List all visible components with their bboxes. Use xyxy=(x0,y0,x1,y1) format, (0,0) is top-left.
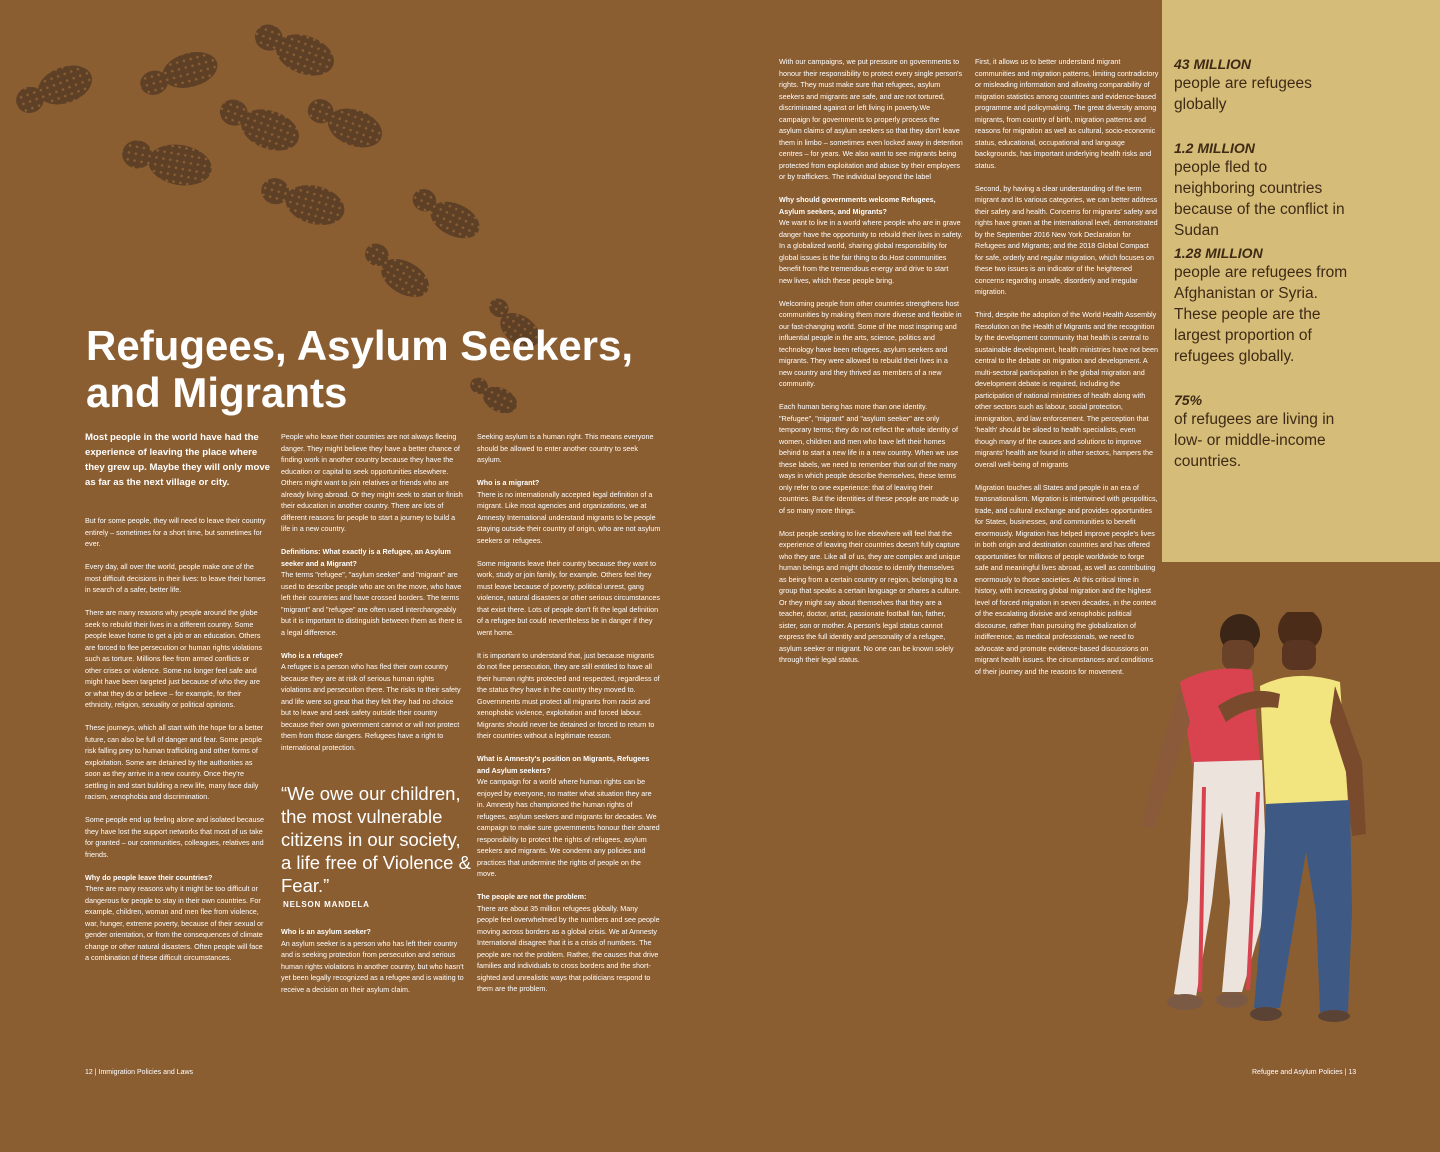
stat-text: people are refugees from Afghanistan or Syria. These people are the largest proportion of refugees globally. xyxy=(1174,264,1348,365)
paragraph: Second, by having a clear understanding of the term migrant and its various categories, we can better address their safety and health. Concerns for migrants' safety and rights have grown at the international level, demonstrated by the September 2016 New York Declaration for Refugees and Migrants; and the 2018 Global Compact for safe, orderly and regular migration, which focuses on these two issues is an indicator of the heightened concerns regarding unsafe, disorderly and irregular migration. xyxy=(975,183,1158,296)
stat-block xyxy=(1174,391,1349,472)
stat-text: people are refugees globally xyxy=(1174,75,1312,113)
subheading: Who is a refugee? xyxy=(281,650,343,660)
paragraph: We campaign for a world where human rights can be enjoyed by everyone, no matter what situation they are in. Amnesty has championed the human rights of refugees, asylum seekers and migrants for decades. We campaign to make sure governments honour their shared responsibility to protect the rights of refugees, asylum seekers and migrants. We condemn any policies and practices that undermine the rights of people on the move. xyxy=(477,777,660,878)
stat-value: 75% xyxy=(1174,392,1203,408)
paragraph: Welcoming people from other countries strengthens host communities by making them more diverse and flexible in our fast-changing world. Some of the most inspiring and influential people in the arts, science, politics and technology have been refugees, asylum seekers and migrants. They were allowed to rebuild their lives in a new country and they thrived as members of a new community. xyxy=(779,298,962,388)
quote-author: NELSON MANDELA xyxy=(283,900,370,909)
paragraph: The terms "refugee", "asylum seeker" and "migrant" are used to describe people who are on the move, who have left their countries and have crossed borders. The terms "migrant" and "refugee" are often used interchangeably but it is important to distinguish between them as there is a legal difference. xyxy=(281,570,462,637)
paragraph: We want to live in a world where people who are in grave danger have the opportunity to rebuild their lives in safety. In a globalized world, sharing global responsibility for global issues is the fair thing to do.Host communities benefit from the tremendous energy and drive to start new lives, which these people bring. xyxy=(779,218,963,285)
paragraph: First, it allows us to better understand migrant communities and migration patterns, limiting contradictory or misleading information and allowing comparability of migration statistics among countries and evidence-based programme and policymaking. The great diversity among migrants, from country of birth, migration patterns and reasons for migration as well as cultural, socio-economic status, educational, occupational and language backgrounds, has important underlying health risks and status. xyxy=(975,57,1159,170)
text-column-1 xyxy=(85,515,267,975)
stat-text: people fled to neighboring countries because of the conflict in Sudan xyxy=(1174,159,1345,239)
stats-sidebar xyxy=(1162,0,1440,562)
stat-value: 1.28 MILLION xyxy=(1174,245,1263,261)
subheading: What is Amnesty's position on Migrants, Refugees and Asylum seekers? xyxy=(477,754,650,775)
children-photo xyxy=(1130,612,1380,1022)
paragraph: Seeking asylum is a human right. This means everyone should be allowed to enter another country to seek asylum. xyxy=(477,432,654,464)
paragraph: An asylum seeker is a person who has left their country and is seeking protection from persecution and serious human rights violations in another country, but who hasn't yet been legally recognized as a refugee and is waiting to receive a decision on their asylum claim. xyxy=(281,938,464,994)
subheading: Who is a migrant? xyxy=(477,478,540,487)
paragraph: There are many reasons why it might be too difficult or dangerous for people to stay in their own countries. For example, children, woman and men flee from violence, war, hunger, extreme poverty, because of their sexual or gender orientation, or from the consequences of climate change or other natural disasters. Often people will face a combination of these difficult circumstances. xyxy=(85,884,264,962)
pull-quote: “We owe our children, the most vulnerable citizens in our society, a life free of Violence & Fear.” xyxy=(281,783,471,896)
paragraph: There are many reasons why people around the globe seek to rebuild their lives in a different country. Some people leave home to get a job or an education. Others are forced to flee persecution or human rights violations such as torture. Millions flee from armed conflicts or other crises or violence. Some no longer feel safe and might have been targeted just because of who they are or what they do or believe – for example, for their ethnicity, religion, sexuality or political opinions. xyxy=(85,608,262,709)
paragraph: Some migrants leave their country because they want to work, study or join family, for example. Others feel they must leave because of poverty, political unrest, gang violence, natural disasters or other serious circumstances that exist there. Lots of people don't fit the legal definition of a refugee but could nevertheless be in danger if they went home. xyxy=(477,558,660,637)
paragraph: Most people seeking to live elsewhere will feel that the experience of leaving their countries doesn't fully capture who they are. Like all of us, they are complex and unique human beings and might choose to identify themselves as being from a certain country or region, belonging to a group that speaks a certain language or shares a culture. Or they might say about themselves that they are a teacher, doctor, artist, passionate football fan, father, sister, son or mother. A person's legal status cannot express the full identity and personality of a refugee, asylum seeker or migrant. No one can be known solely through their legal status. xyxy=(779,528,961,664)
subheading: The people are not the problem: xyxy=(477,892,587,901)
lead-paragraph: Most people in the world have had the experience of leaving the place where they grew up. Maybe they will only move as far as the next village or city. xyxy=(85,432,270,488)
paragraph: These journeys, which all start with the hope for a better future, can also be full of danger and fear. Some people risk falling prey to human trafficking and other forms of exploitation. Some are detained by the authorities as soon as they arrive in a new country. Once they're settling in and start building a new life, many face daily racism, xenophobia and discrimination. xyxy=(85,723,264,801)
paragraph: It is important to understand that, just because migrants do not flee persecution, they are still entitled to have all their human rights protected and respected, regardless of the status they have in the country they moved to. Governments must protect all migrants from racist and xenophobic violence, exploitation and forced labour. Migrants should never be detained or forced to return to their countries without a legitimate reason. xyxy=(477,650,660,740)
text-column-4 xyxy=(779,56,963,677)
subheading: Why do people leave their countries? xyxy=(85,872,213,882)
stat-block xyxy=(1174,244,1349,367)
paragraph: But for some people, they will need to leave their country entirely – sometimes for a short time, but sometimes for ever. xyxy=(85,516,266,548)
paragraph: There is no internationally accepted legal definition of a migrant. Like most agencies and organizations, we at Amnesty International understand migrants to be people staying outside their country of origin, who are not asylum seekers or refugees. xyxy=(477,489,661,545)
subheading: Definitions: What exactly is a Refugee, an Asylum seeker and a Migrant? xyxy=(281,547,451,568)
paragraph: There are about 35 million refugees globally. Many people feel overwhelmed by the numbers and see people moving across borders as a global crisis. We at Amnesty International disagree that it is a crisis of numbers. The people are not the problem. Rather, the causes that drive families and individuals to cross borders and the short-sighted and unrealistic ways that politicians respond to them are the problem. xyxy=(477,903,660,993)
paragraph: With our campaigns, we put pressure on governments to honour their responsibility to protect every single person's rights. They must make sure that refugees, asylum seekers and migrants are safe, and are not tortured, discriminated against or left living in poverty.We campaign for governments to properly process the asylum claims of asylum seekers so that they don't leave them in limbo – sometimes even locked away in detention centres – for years. We also want to see migrants being protected from exploitation and abuse by their employers or by traffickers. The individual beyond the label xyxy=(779,57,963,181)
text-column-3 xyxy=(477,431,661,1006)
stat-block xyxy=(1174,139,1349,241)
text-column-2 xyxy=(281,431,464,765)
paragraph: Each human being has more than one identity. "Refugee", "migrant" and "asylum seeker" are only temporary terms; they do not reflect the whole identity of women, children and men who have left their homes behind to start a new life in a new country. When we use these labels, we need to remember that out of the many ways in which people describe themselves, these terms only refer to one experience: that of leaving their countries. But the identities of these people are made up of so many more things. xyxy=(779,402,959,515)
title-line-2: and Migrants xyxy=(86,369,348,416)
text-column-5 xyxy=(975,56,1159,689)
paragraph: People who leave their countries are not always fleeing danger. They might believe they have a better chance of finding work in another country because they have the education or capital to seek opportunities elsewhere. Others might want to join relatives or friends who are already living abroad. Or they might seek to start or finish their education in another country. There are lots of different reasons for people to start a journey to build a life in a new country. xyxy=(281,432,463,533)
paragraph: Migration touches all States and people in an era of transnationalism. Migration is intertwined with geopolitics, trade, and cultural exchange and provides opportunities for States, businesses, and communities to benefit enormously. Migration has helped improve people's lives in both origin and destination countries and has offered opportunities for millions of people worldwide to forge safe and meaningful lives abroad, as well as contributing enormously to those societies. At this critical time in history, with increasing global migration and the highest level of forced migration in seven decades, in the context of the escalating divisive and xenophobic political discourse, rather than pursuing the globalization of indifference, as medical professionals, we need to advocate and promote evidence-based discussions on migrant health issues. the circumstances and conditions of their journey and the reasons for movement. xyxy=(975,482,1158,676)
title-line-1: Refugees, Asylum Seekers, xyxy=(86,322,634,369)
text-column-2-continued xyxy=(281,926,464,1007)
footer-left: 12 | Immigration Policies and Laws xyxy=(85,1069,194,1076)
stat-value: 43 MILLION xyxy=(1174,56,1252,72)
page-title xyxy=(86,322,706,416)
paragraph: Third, despite the adoption of the World Health Assembly Resolution on the Health of Migrants and the recognition by the development community that health is central to sustainable development, health ministries have not been central to the debate on migration and development. A multi-sectoral participation in the global migration and development debate is required, including the participation of national ministries of health along with other sectors such as labour, social protection, immigration, and law enforcement. The perception that 'health' should be siloed to health specialists, even though many of the causes and solutions to improve migrants' health are found in other sectors, hampers the overall well-being of migrants xyxy=(975,310,1158,469)
subheading: Who is an asylum seeker? xyxy=(281,927,371,936)
footer-right: Refugee and Asylum Policies | 13 xyxy=(1252,1069,1357,1076)
subheading: Why should governments welcome Refugees, Asylum seekers, and Migrants? xyxy=(779,195,936,216)
stat-value: 1.2 MILLION xyxy=(1174,140,1255,156)
stat-block xyxy=(1174,55,1349,115)
paragraph: A refugee is a person who has fled their own country because they are at risk of serious human rights violations and persecution there. The risks to their safety and life were so great that they felt they had no choice but to leave and seek safety outside their country because their own government cannot or will not protect them from those dangers. Refugees have a right to international protection. xyxy=(281,662,461,752)
paragraph: Every day, all over the world, people make one of the most difficult decisions in their lives: to leave their homes in search of a safer, better life. xyxy=(85,562,266,594)
stat-text: of refugees are living in low- or middle-income countries. xyxy=(1174,411,1335,470)
paragraph: Some people end up feeling alone and isolated because they have lost the support networks that most of us take for granted – our communities, colleagues, relatives and friends. xyxy=(85,815,265,859)
